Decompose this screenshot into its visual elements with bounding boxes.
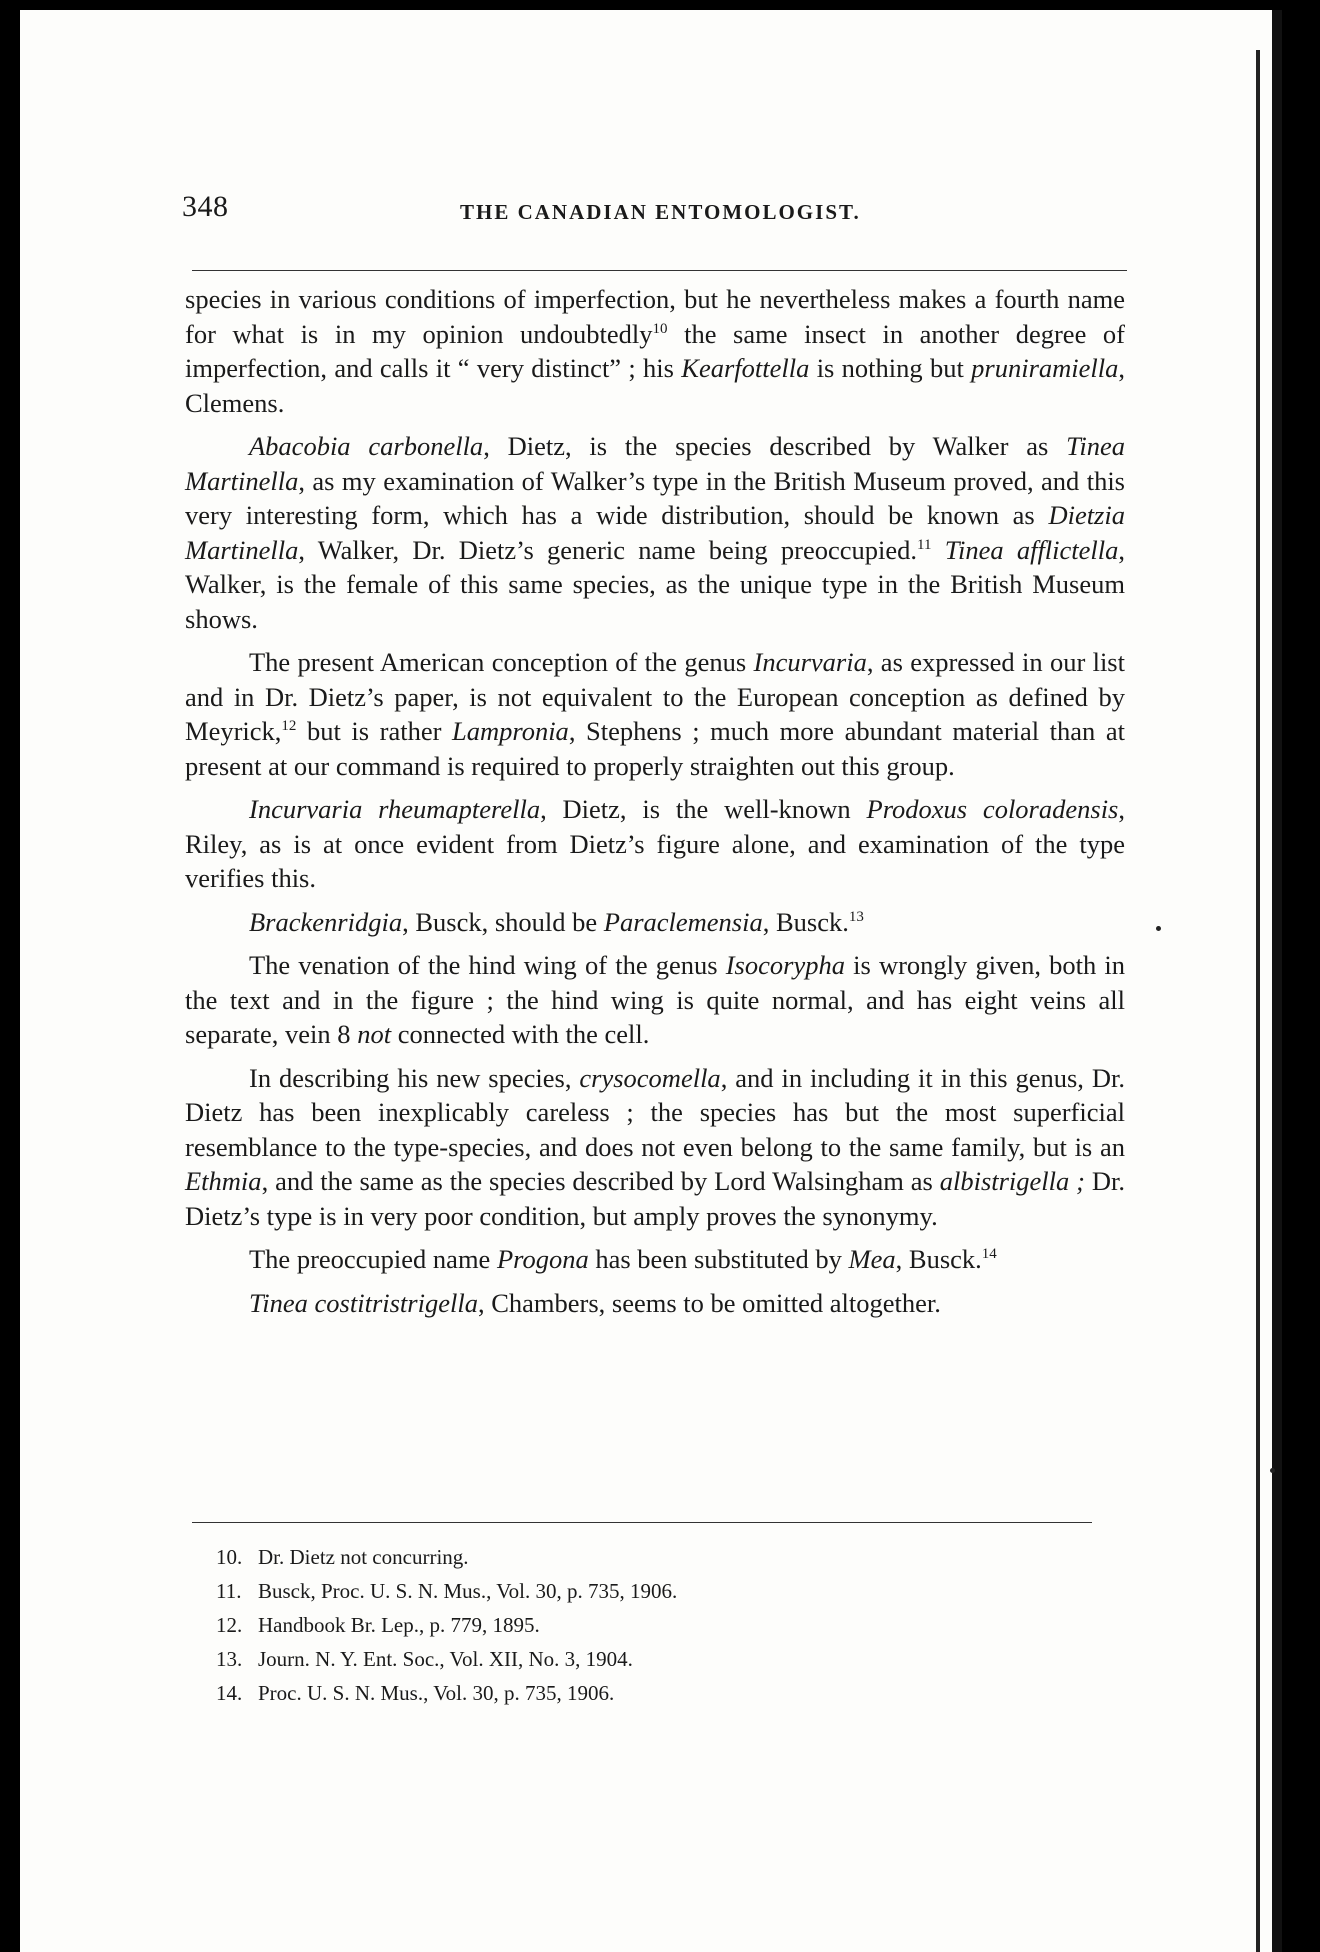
text-run: Dr. Dietz’s type is in very poor condition, but amply proves the synonymy. — [185, 1166, 1125, 1231]
italic-name: Paraclemensia — [603, 906, 763, 937]
text-run: , Walker, is the female of this same species, as the unique type in the British Museum shows. — [185, 534, 1126, 634]
paragraph — [185, 645, 1125, 783]
footnote-text: Handbook Br. Lep., p. 779, 1895. — [258, 1613, 540, 1637]
text-run: , Clemens. — [185, 353, 1125, 418]
italic-name: Incurvaria rheumapterella — [249, 794, 541, 824]
text-run — [931, 535, 944, 565]
running-head: THE CANADIAN ENTOMOLOGIST. — [460, 200, 861, 224]
footnote-ref: 11 — [917, 536, 932, 553]
page-header — [182, 190, 1142, 240]
footnote-ref: 13 — [848, 908, 864, 925]
text-run: , and in including it in this genus, Dr. Dietz has been inexplicably careless ; the species has but the most superficial resemblance to the type-species, and does not even belong to the same family, but is an — [185, 1062, 1125, 1162]
italic-name: Progona — [496, 1244, 589, 1274]
italic-name: Mea — [848, 1244, 896, 1274]
text-run: connected with the cell. — [391, 1019, 650, 1049]
paragraph — [185, 948, 1125, 1052]
scan-speck — [1156, 926, 1161, 931]
page-edge-border — [1272, 10, 1282, 1952]
italic-name: Tinea afflictella — [944, 534, 1119, 565]
scan-speck — [1270, 1468, 1275, 1473]
italic-name: Tinea costitristrigella — [249, 1287, 478, 1318]
italic-name: pruniramiella — [971, 353, 1119, 383]
italic-name: Incurvaria — [753, 647, 867, 677]
italic-name: Prodoxus coloradensis — [866, 794, 1119, 824]
text-run: , Busck, should be — [402, 906, 604, 937]
footnote-text: Busck, Proc. U. S. N. Mus., Vol. 30, p. 735, 1906. — [258, 1579, 678, 1603]
paragraph — [185, 429, 1125, 636]
header-rule — [192, 270, 1127, 271]
footnote-number: 14. — [216, 1681, 243, 1705]
italic-name: crysocomella — [579, 1062, 721, 1093]
text-run: , Busck. — [762, 906, 849, 937]
text-run: , as my examination of Walker’s type in the British Museum proved, and this very interesting form, which has a wide distribution, should be known as — [185, 465, 1125, 530]
footnote-number: 10. — [216, 1545, 243, 1569]
footnote-text: Proc. U. S. N. Mus., Vol. 30, p. 735, 1906. — [258, 1681, 615, 1705]
text-run: , Chambers, seems to be omitted altogether. — [477, 1287, 941, 1318]
italic-name: Brackenridgia — [249, 906, 403, 937]
text-run: is wrongly given, both in the text and in the figure ; the hind wing is quite normal, and has eight veins all separate, vein 8 — [185, 950, 1125, 1049]
text-run: , Dietz, is the well-known — [540, 794, 867, 824]
italic-name: Ethmia — [185, 1166, 262, 1196]
footnote — [216, 1540, 1036, 1574]
text-run: has been substituted by — [588, 1244, 849, 1274]
text-run: , Walker, Dr. Dietz’s generic name being preoccupied. — [298, 534, 918, 565]
italic-name: not — [357, 1019, 392, 1049]
italic-name: albistrigella ; — [939, 1166, 1085, 1196]
text-run: , Busck. — [895, 1244, 982, 1274]
footnote-ref: 10 — [652, 320, 668, 337]
italic-name: Lampronia — [451, 716, 569, 746]
italic-name: Isocorypha — [725, 950, 845, 980]
footnote-number: 13. — [216, 1647, 243, 1671]
text-run: In describing his new species, — [249, 1062, 580, 1093]
text-run: The venation of the hind wing of the genus — [249, 950, 726, 980]
italic-name: Abacobia carbonella — [249, 431, 484, 461]
text-run: but is rather — [296, 716, 452, 746]
text-run: species in various conditions of imperfection, but he nevertheless makes a fourth name for what is in my opinion undoubtedly — [185, 284, 1125, 349]
text-run: , Riley, as is at once evident from Dietz’s figure alone, and examination of the type verifies this. — [185, 794, 1125, 893]
footnote-text: Journ. N. Y. Ent. Soc., Vol. XII, No. 3, 1904. — [258, 1647, 633, 1671]
footnotes — [216, 1540, 1036, 1710]
text-run: The present American conception of the genus — [249, 647, 754, 677]
scanned-page — [20, 10, 1282, 1952]
paragraph — [185, 1061, 1125, 1234]
footnote-rule — [192, 1522, 1092, 1523]
italic-name: Dietzia Martinella — [185, 500, 1125, 565]
paragraph — [185, 1242, 1125, 1277]
text-run: the same insect in another degree of imperfection, and calls it “ very distinct” ; his — [185, 318, 1125, 383]
text-run: , as expressed in our list and in Dr. Dietz’s paper, is not equivalent to the European conception as defined by Meyrick, — [185, 647, 1125, 746]
footnote-number: 11. — [216, 1579, 242, 1603]
italic-name: Tinea Martinella — [185, 431, 1126, 496]
text-run: The preoccupied name — [249, 1244, 497, 1274]
paragraph — [185, 905, 1125, 940]
text-run: is nothing but — [809, 353, 972, 383]
page-number: 348 — [182, 190, 229, 223]
body-text — [185, 282, 1125, 1329]
text-run: , and the same as the species described by Lord Walsingham as — [261, 1166, 940, 1196]
footnote — [216, 1642, 1036, 1676]
footnote-text: Dr. Dietz not concurring. — [258, 1545, 469, 1569]
text-run: , Dietz, is the species described by Walker as — [483, 431, 1067, 461]
paragraph — [185, 792, 1125, 896]
footnote-ref: 12 — [281, 718, 297, 735]
italic-name: Kearfottella — [681, 353, 810, 383]
text-run: , Stephens ; much more abundant material than at present at our command is required to properly straighten out this group. — [185, 716, 1125, 781]
paragraph — [185, 282, 1125, 420]
footnote-ref: 14 — [981, 1246, 997, 1263]
paragraph — [185, 1286, 1125, 1321]
footnote — [216, 1574, 1036, 1608]
binding-line — [1256, 50, 1260, 1952]
footnote — [216, 1676, 1036, 1710]
footnote — [216, 1608, 1036, 1642]
footnote-number: 12. — [216, 1613, 243, 1637]
